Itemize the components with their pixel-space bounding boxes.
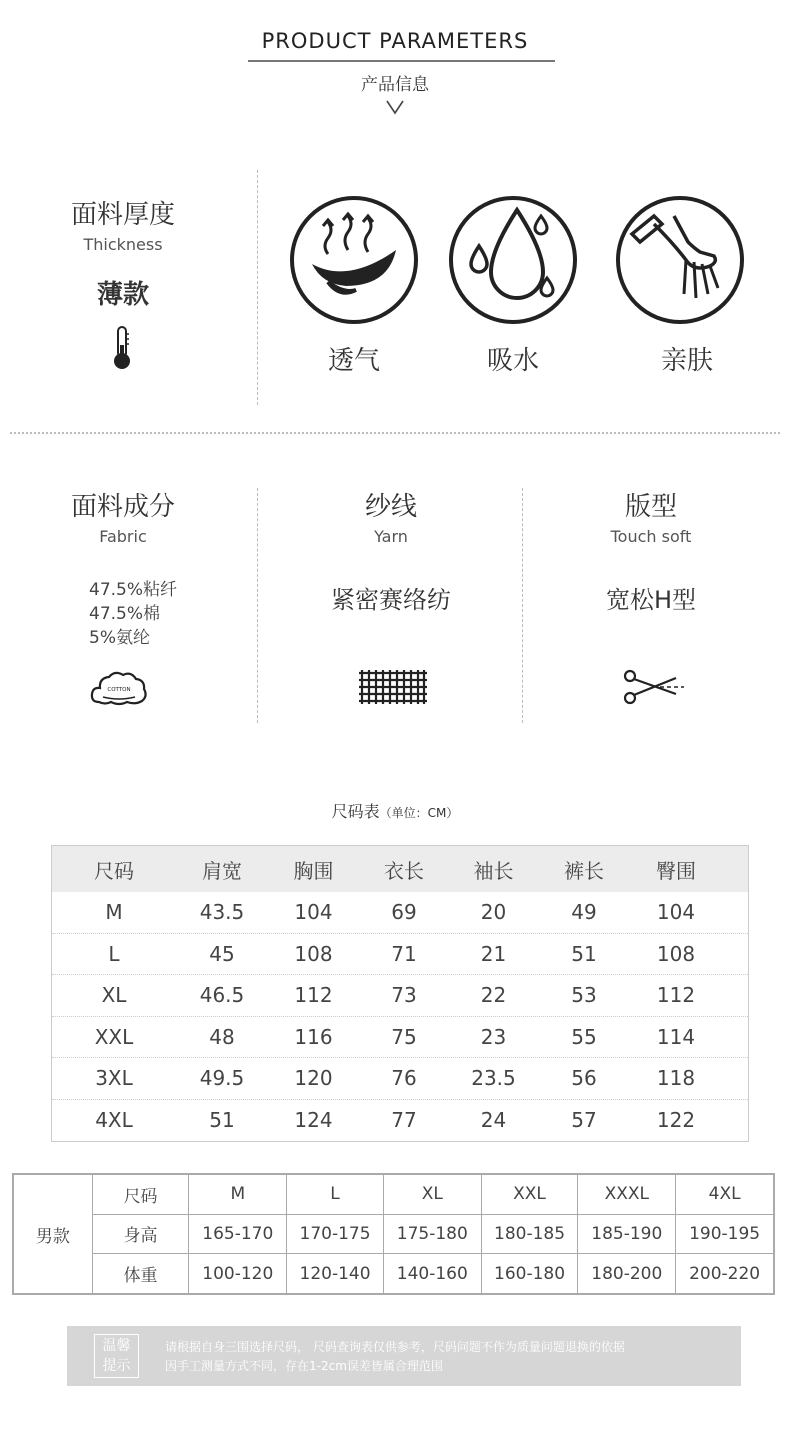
- table-cell: XL: [383, 1175, 481, 1215]
- table-cell: 身高: [92, 1214, 189, 1254]
- table-cell: 185-190: [578, 1214, 676, 1254]
- feature-label-skin-friendly: 亲肤: [660, 346, 713, 376]
- table-cell: 45: [209, 941, 235, 966]
- table-cell: XL: [101, 983, 127, 1008]
- table-cell: L: [287, 1175, 384, 1215]
- thickness-label-cn: 面料厚度: [70, 200, 175, 230]
- header-cell: 尺码: [94, 858, 134, 883]
- table-cell: XXL: [481, 1175, 578, 1215]
- header-cell: 胸围: [293, 858, 334, 883]
- table-cell: 112: [656, 983, 696, 1008]
- table-cell: 165-170: [189, 1214, 287, 1254]
- table-cell: 20: [480, 900, 507, 925]
- table-cell: 46.5: [199, 983, 245, 1008]
- table-cell: 24: [480, 1108, 507, 1133]
- notice-text: [165, 1338, 625, 1376]
- feature-label-breathable: 透气: [327, 346, 380, 376]
- table-cell: 51: [571, 941, 597, 966]
- thickness-value-wrap: [40, 274, 206, 311]
- table-cell: 48: [209, 1024, 235, 1049]
- table-cell: 21: [480, 941, 507, 966]
- chevron-down-icon: [385, 98, 405, 116]
- header-cell: 衣长: [384, 858, 424, 883]
- table-cell: 112: [294, 983, 333, 1008]
- table-cell: 200-220: [676, 1254, 774, 1294]
- table-cell: 160-180: [481, 1254, 578, 1294]
- table-cell: 3XL: [95, 1066, 133, 1091]
- table-cell: 75: [391, 1024, 417, 1049]
- table-cell: M: [189, 1175, 287, 1215]
- divider: [522, 488, 523, 723]
- fabric-item: 5%氨纶: [89, 628, 150, 648]
- notice-line1: 请根据自身三围选择尺码， 尺码查询表仅供参考，尺码问题不作为质量问题退换的依据: [165, 1340, 625, 1354]
- table-cell: 71: [391, 941, 417, 966]
- yarn-label-en: Yarn: [374, 527, 408, 546]
- table-row: [14, 1254, 774, 1294]
- table-cell: 73: [391, 983, 417, 1008]
- skin-friendly-icon: [614, 194, 746, 326]
- fabric-label: [40, 486, 206, 546]
- feature-label-absorbent: 吸水: [486, 346, 539, 376]
- table-cell: 4XL: [95, 1108, 133, 1133]
- table-cell: 43.5: [199, 900, 245, 925]
- size-chart-title-text: 尺码表: [331, 802, 380, 821]
- table-cell: 51: [209, 1108, 235, 1133]
- notice-badge: [94, 1334, 139, 1378]
- breathable-icon: [288, 194, 420, 326]
- table-cell: 4XL: [676, 1175, 774, 1215]
- cotton-text: COTTON: [107, 687, 131, 693]
- thickness-value: 薄款: [96, 280, 149, 310]
- size-chart-title: [0, 799, 790, 822]
- divider: [257, 170, 258, 405]
- header-cell: 臀围: [656, 858, 696, 883]
- table-cell: 120: [294, 1066, 333, 1091]
- notice-badge-line1: 温馨: [102, 1338, 131, 1354]
- notice-badge-line2: 提示: [102, 1358, 131, 1374]
- fabric-label-en: Fabric: [99, 527, 147, 546]
- header-cell: 袖长: [473, 858, 514, 883]
- cotton-cloud-icon: [89, 668, 149, 708]
- table-cell: 116: [294, 1024, 333, 1049]
- size-chart-unit: （单位：CM）: [379, 806, 459, 820]
- fit-value: 宽松H型: [605, 586, 697, 614]
- table-cell: 124: [294, 1108, 333, 1133]
- table-cell: 180-185: [481, 1214, 578, 1254]
- table-cell: 55: [571, 1024, 597, 1049]
- table-cell: 180-200: [578, 1254, 676, 1294]
- yarn-label-cn: 纱线: [364, 492, 417, 522]
- table-cell: XXL: [94, 1024, 134, 1049]
- table-cell: 体重: [92, 1254, 189, 1294]
- table-cell: 140-160: [383, 1254, 481, 1294]
- header-subtitle: 产品信息: [361, 75, 429, 95]
- section-divider: [10, 432, 780, 434]
- table-row: [14, 1175, 774, 1215]
- header-title: PRODUCT PARAMETERS: [261, 29, 529, 53]
- table-cell: 120-140: [287, 1254, 384, 1294]
- table-row: [52, 892, 748, 934]
- table-cell: 114: [656, 1024, 696, 1049]
- divider: [257, 488, 258, 723]
- fit-label-cn: 版型: [624, 492, 677, 522]
- table-cell: M: [105, 900, 123, 925]
- table-cell: XXXL: [578, 1175, 676, 1215]
- size-table-header: [52, 846, 748, 892]
- table-cell: 76: [391, 1066, 417, 1091]
- yarn-value: 紧密赛络纺: [331, 586, 451, 614]
- table-row: [52, 934, 748, 976]
- weave-grid-icon: [359, 670, 427, 704]
- table-cell: 49.5: [199, 1066, 245, 1091]
- table-cell: 104: [656, 900, 696, 925]
- table-cell: 170-175: [287, 1214, 384, 1254]
- fit-label-en: Touch soft: [610, 527, 692, 546]
- yarn-label: [311, 486, 471, 546]
- table-cell: 104: [294, 900, 333, 925]
- table-cell: L: [108, 941, 120, 966]
- gender-cell: 男款: [14, 1175, 93, 1294]
- header-cell: 肩宽: [202, 858, 242, 883]
- thermometer-icon: [112, 325, 132, 371]
- table-row: [14, 1214, 774, 1254]
- size-recommend-table: [12, 1173, 775, 1295]
- table-cell: 122: [656, 1108, 696, 1133]
- table-cell: 108: [656, 941, 696, 966]
- table-cell: 190-195: [676, 1214, 774, 1254]
- fabric-item: 47.5%粘纤: [89, 580, 178, 600]
- fabric-item: 47.5%棉: [89, 604, 161, 624]
- scissors-icon: [620, 666, 686, 708]
- header-divider: [248, 60, 555, 62]
- table-cell: 49: [571, 900, 597, 925]
- table-cell: 100-120: [189, 1254, 287, 1294]
- table-cell: 23: [480, 1024, 507, 1049]
- table-cell: 23.5: [471, 1066, 516, 1091]
- fit-label: [571, 486, 731, 546]
- table-cell: 56: [571, 1066, 597, 1091]
- table-cell: 22: [480, 983, 507, 1008]
- size-table: [51, 845, 749, 1142]
- table-cell: 53: [571, 983, 597, 1008]
- notice-banner: [67, 1326, 741, 1386]
- table-cell: 尺码: [92, 1175, 189, 1215]
- table-cell: 77: [391, 1108, 417, 1133]
- table-cell: 118: [656, 1066, 696, 1091]
- table-row: [52, 1100, 748, 1142]
- table-cell: 175-180: [383, 1214, 481, 1254]
- fabric-label-cn: 面料成分: [70, 492, 175, 522]
- table-row: [52, 1017, 748, 1059]
- table-row: [52, 1058, 748, 1100]
- thickness-label: [40, 194, 206, 254]
- thickness-label-en: Thickness: [83, 235, 163, 254]
- water-drop-icon: [447, 194, 579, 326]
- table-cell: 69: [391, 900, 417, 925]
- table-cell: 108: [294, 941, 333, 966]
- fabric-composition: [89, 578, 177, 650]
- header-cell: 裤长: [564, 858, 604, 883]
- notice-line2: 因手工测量方式不同，存在1-2cm误差皆属合理范围: [165, 1359, 443, 1373]
- table-row: [52, 975, 748, 1017]
- table-cell: 57: [571, 1108, 597, 1133]
